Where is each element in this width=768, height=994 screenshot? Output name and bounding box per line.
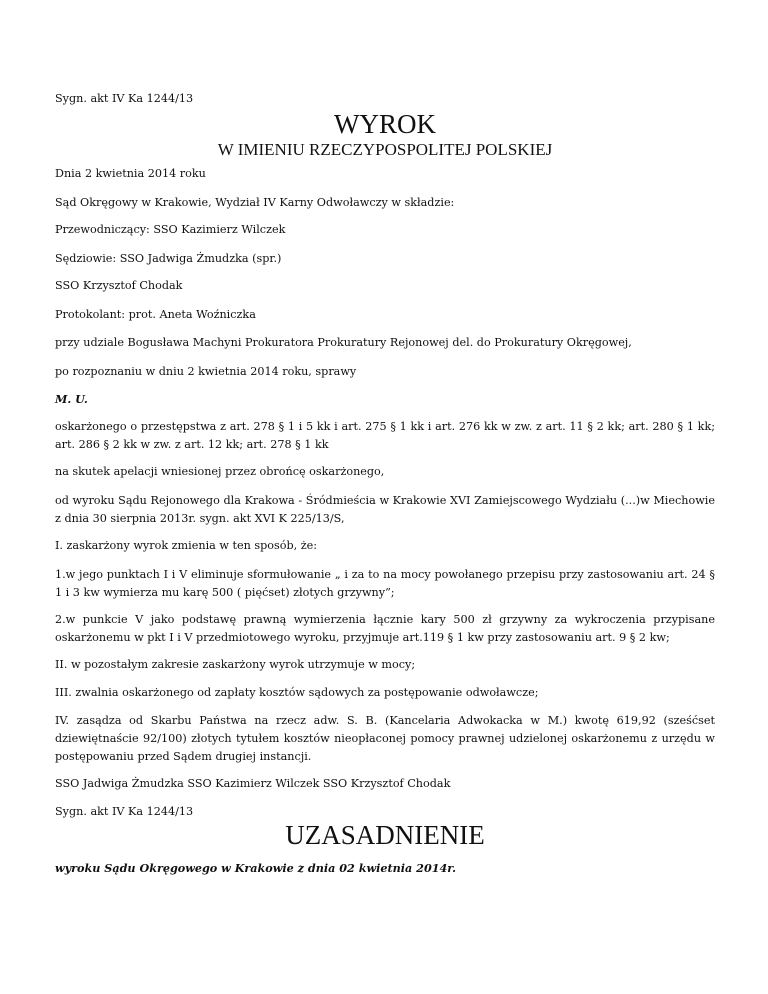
hearing-paragraph: po rozpoznaniu w dniu 2 kwietnia 2014 roku, sprawy [55, 365, 357, 378]
judgment-title: WYROK [334, 109, 436, 139]
charges-paragraph: oskarżonego o przestępstwa z art. 278 § 1 i 5 kk i art. 275 § 1 kk i art. 276 kk w zw. z art. 11 § 2 kk; art. 280 § 1 kk; art. 286 § 2 kk w zw. z art. 12 kk; art. 278 § 1 kk [55, 420, 715, 451]
case-number-repeat: Sygn. akt IV Ka 1244/13 [55, 805, 194, 818]
date-paragraph: Dnia 2 kwietnia 2014 roku [55, 167, 206, 180]
justification-title: UZASADNIENIE [285, 820, 485, 850]
presiding-judge: Przewodniczący: SSO Kazimierz Wilczek [55, 223, 286, 236]
prosecutor: przy udziale Bogusława Machyni Prokuratora Prokuratury Rejonowej del. do Prokuratury Okręgowej, [55, 336, 632, 349]
court-clerk: Protokolant: prot. Aneta Woźniczka [55, 308, 256, 321]
judgment-subtitle: W IMIENIU RZECZYPOSPOLITEJ POLSKIEJ [217, 140, 553, 159]
court-composition: Sąd Okręgowy w Krakowie, Wydział IV Karny Odwoławczy w składzie: [55, 196, 455, 209]
justification-subtitle: wyroku Sądu Okręgowego w Krakowie z dnia 02 kwietnia 2014r. [55, 861, 457, 875]
ruling-point-2: II. w pozostałym zakresie zaskarżony wyrok utrzymuje w mocy; [55, 658, 416, 671]
judges: Sędziowie: SSO Jadwiga Żmudzka (spr.) [55, 252, 282, 265]
signatures: SSO Jadwiga Żmudzka SSO Kazimierz Wilczek SSO Krzysztof Chodak [55, 777, 451, 790]
lower-court-paragraph: od wyroku Sądu Rejonowego dla Krakowa - Śródmieścia w Krakowie XVI Zamiejscowego Wydziału (...)w Miechowie z dnia 30 sierpnia 2013r. sygn. akt XVI K 225/13/S, [55, 494, 715, 525]
ruling-point-4: IV. zasądza od Skarbu Państwa na rzecz adw. S. B. (Kancelaria Adwokacka w M.) kwotę 619,92 (sześćset dziewiętnaście 92/100) złotych tytułem kosztów nieopłaconej pomocy prawnej udzielonej oskarżonemu z urzędu w postępowaniu przed Sądem drugiej instancji. [55, 714, 715, 763]
ruling-point-1-2: 2.w punkcie V jako podstawę prawną wymierzenia łącznie kary 500 zł grzywny za wykroczenia przypisane oskarżonemu w pkt I i V przedmiotowego wyroku, przyjmuje art.119 § 1 kw przy zastosowaniu art. 9 § 2 kw; [55, 613, 715, 644]
ruling-point-3: III. zwalnia oskarżonego od zapłaty kosztów sądowych za postępowanie odwoławcze; [55, 686, 539, 699]
defendant-name: M. U. [55, 392, 88, 406]
ruling-point-1: I. zaskarżony wyrok zmienia w ten sposób, że: [55, 539, 318, 552]
ruling-point-1-1: 1.w jego punktach I i V eliminuje sformułowanie „ i za to na mocy powołanego przepisu przy zastosowaniu art. 24 § 1 i 3 kw wymierza mu karę 500 ( pięćset) złotych grzywny”; [55, 568, 715, 599]
appeal-paragraph: na skutek apelacji wniesionej przez obrońcę oskarżonego, [55, 465, 385, 478]
case-number: Sygn. akt IV Ka 1244/13 [55, 92, 194, 105]
judge-second: SSO Krzysztof Chodak [55, 279, 183, 292]
